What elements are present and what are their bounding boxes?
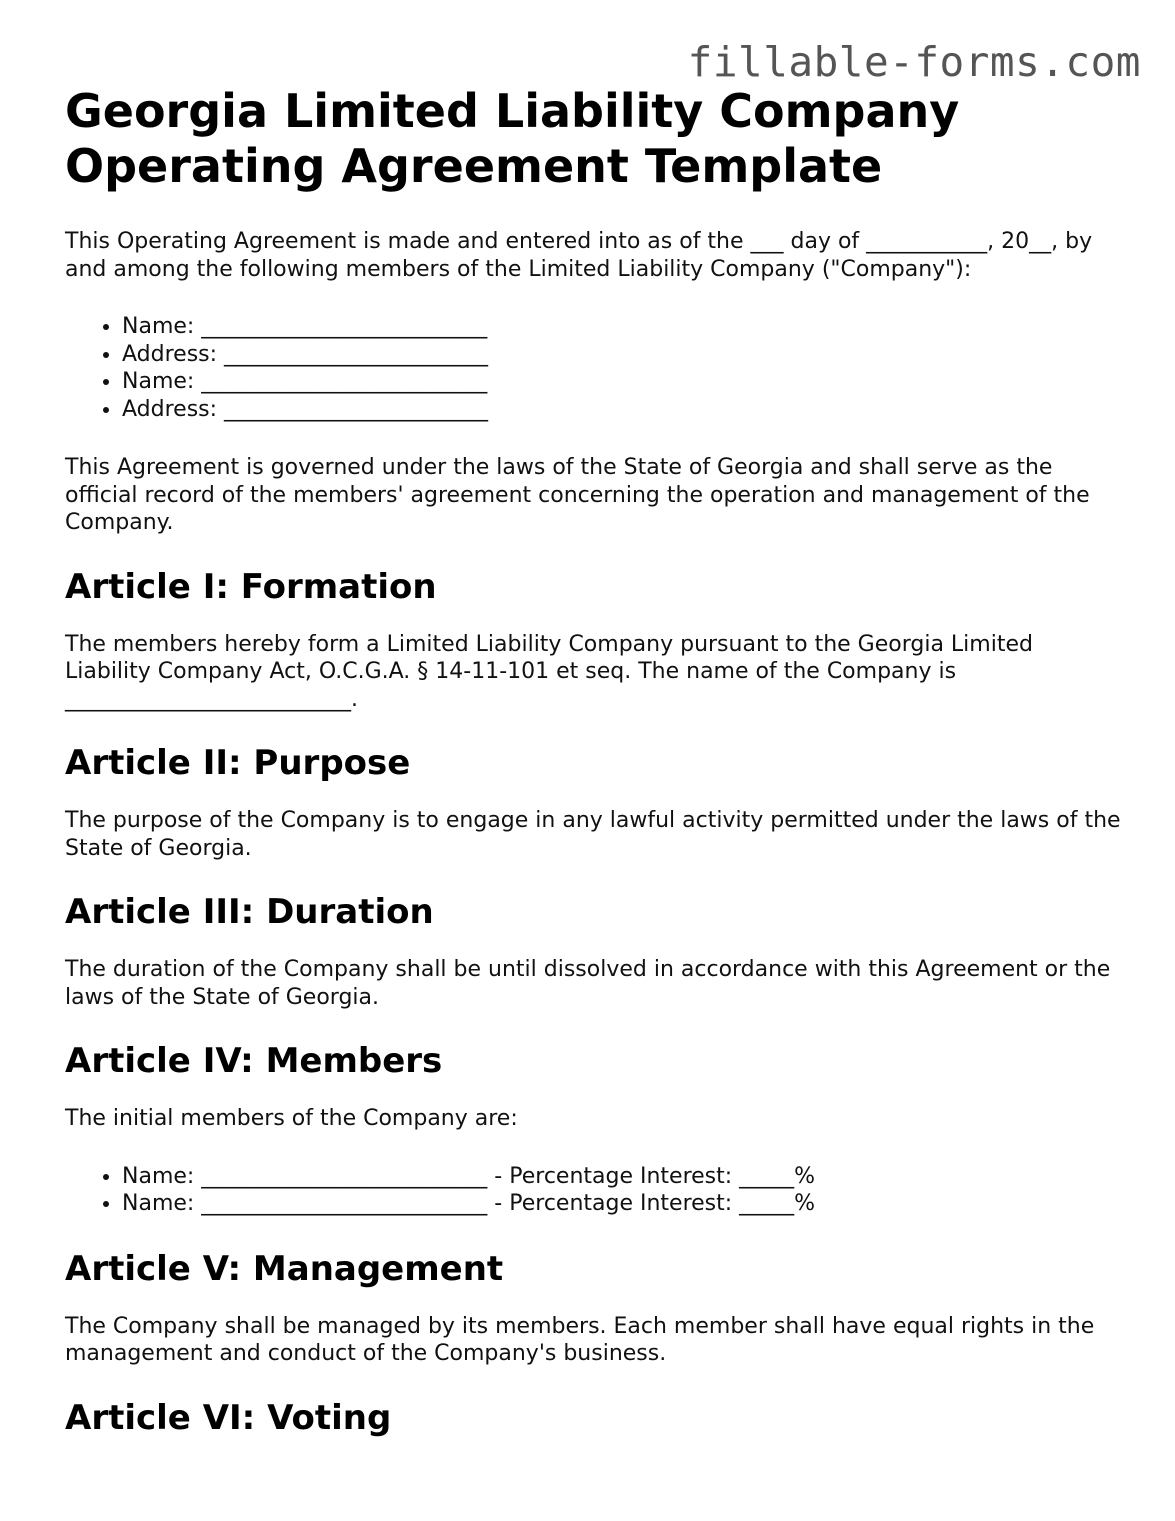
article-heading-formation: Article I: Formation [65, 566, 437, 607]
article-heading-management: Article V: Management [65, 1248, 504, 1289]
member-name-field: • Name: __________________________ [122, 368, 1125, 396]
member-name-field: • Name: __________________________ [122, 313, 1125, 341]
article-heading-members: Article IV: Members [65, 1041, 443, 1081]
governance-paragraph: This Agreement is governed under the laws of the State of Georgia and shall serve as the official record of the members' agreement concerning the operation and management of the Company. [65, 455, 1090, 535]
article-text-management: The Company shall be managed by its members. Each member shall have equal rights in the management and conduct of the Company's business. [65, 1313, 1095, 1366]
article-text-purpose: The purpose of the Company is to engage in any lawful activity permitted under the laws of the State of Georgia. [65, 808, 1121, 861]
article-text-members: The initial members of the Company are: [65, 1106, 518, 1131]
initial-member-item: • Name: __________________________ - Percentage Interest: _____% [122, 1190, 1125, 1218]
members-list [65, 313, 1125, 423]
article-heading-voting: Article VI: Voting [65, 1397, 392, 1438]
article-text-duration: The duration of the Company shall be until dissolved in accordance with this Agreement or the laws of the State of Georgia. [65, 957, 1111, 1010]
member-address-field: • Address: ________________________ [122, 341, 1125, 369]
article-text-formation: The members hereby form a Limited Liability Company pursuant to the Georgia Limited Liability Company Act, O.C.G.A. § 14-11-101 et seq. The name of the Company is __________________________. [65, 631, 1033, 712]
article-heading-purpose: Article II: Purpose [65, 743, 411, 783]
article-heading-duration: Article III: Duration [65, 892, 434, 932]
initial-members-list [65, 1163, 1125, 1218]
document-page [65, 84, 1125, 1462]
initial-member-item: • Name: __________________________ - Percentage Interest: _____% [122, 1163, 1125, 1191]
watermark: fillable-forms.com [687, 38, 1141, 86]
member-address-field: • Address: ________________________ [122, 396, 1125, 424]
intro-paragraph: This Operating Agreement is made and entered into as of the ___ day of ___________, 20__, by and among the following members of the Limited Liability Company ("Company"): [65, 229, 1093, 282]
document-title: Georgia Limited Liability Company Operating Agreement Template [65, 84, 960, 193]
